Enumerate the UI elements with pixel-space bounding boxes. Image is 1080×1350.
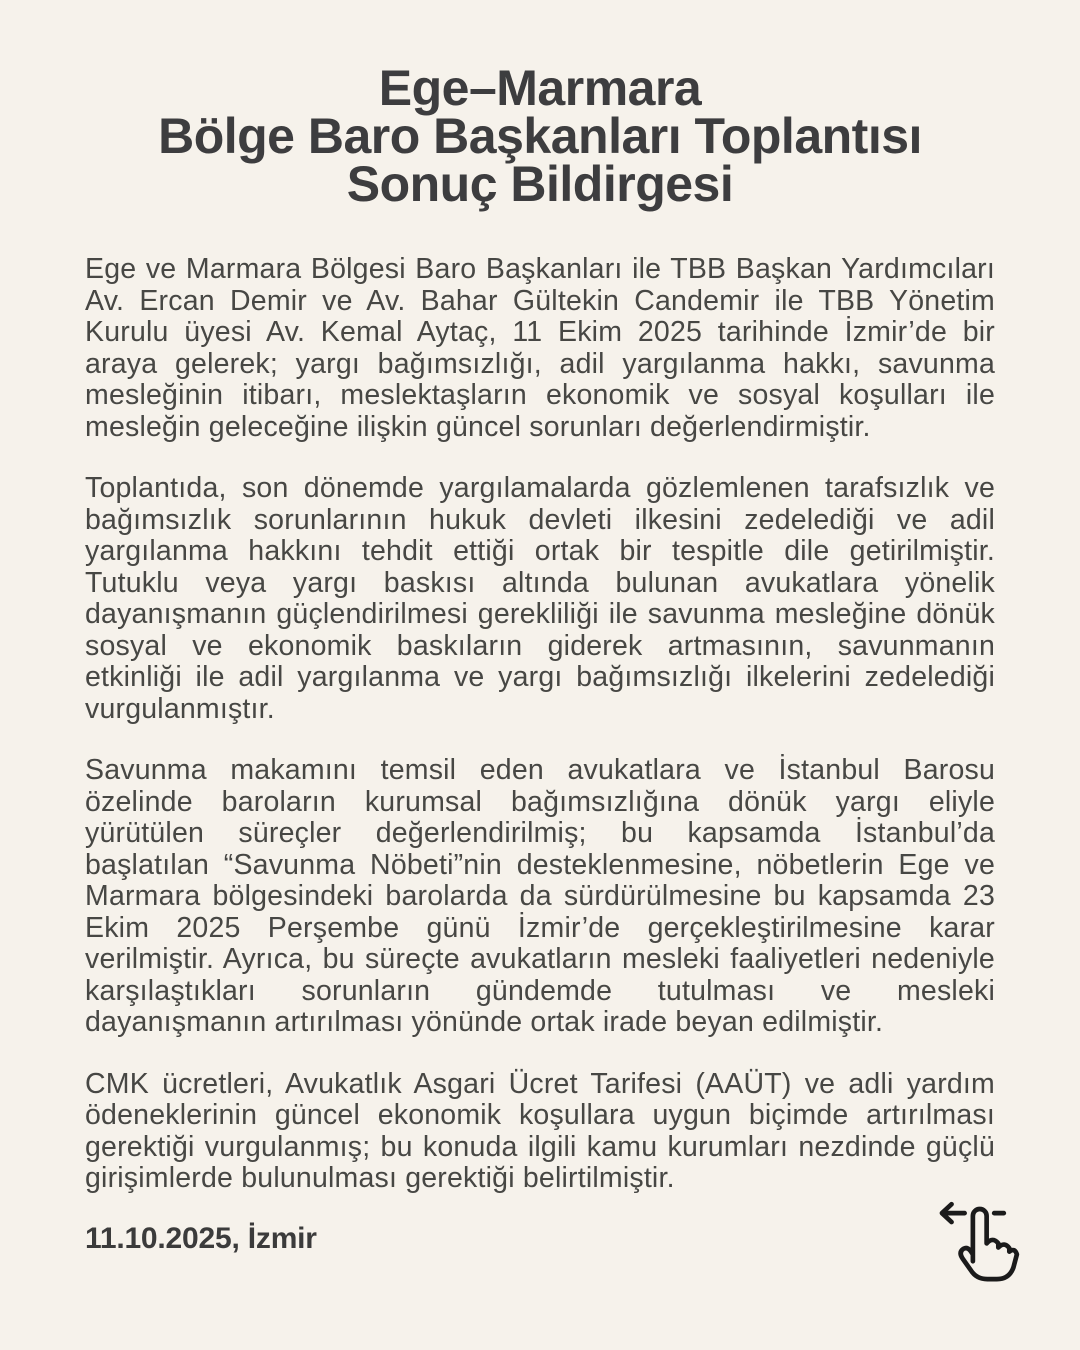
title-line-3: Sonuç Bildirgesi <box>346 156 734 212</box>
title-line-1: Ege–Marmara <box>378 60 702 116</box>
paragraph-2: Toplantıda, son dönemde yargılamalarda gözlemlenen tarafsızlık ve bağımsızlık sorunlarının hukuk devleti ilkesini zedelediği ve adil yargılanma hakkını tehdit ettiği ortak bir tespitle dile getirilmiştir. Tutuklu veya yargı baskısı altında bulunan avukatlara yönelik dayanışmanın güçlendirilmesi gerekliliği ile savunma mesleğine dönük sosyal ve ekonomik baskıların giderek artmasının, savunmanın etkinliği ile adil yargılanma ve yargı bağımsızlığı ilkelerini zedelediği vurgulanmıştır. <box>85 472 995 725</box>
paragraph-1: Ege ve Marmara Bölgesi Baro Başkanları ile TBB Başkan Yardımcıları Av. Ercan Demir ve Av. Bahar Gültekin Candemir ile TBB Yönetim Kurulu üyesi Av. Kemal Aytaç, 11 Ekim 2025 tarihinde İzmir’de bir araya gelerek; yargı bağımsızlığı, adil yargılanma hakkı, savunma mesleğinin itibarı, meslektaşların ekonomik ve sosyal koşulları ile mesleğin geleceğine ilişkin güncel sorunları değerlendirmiştir. <box>85 253 995 443</box>
paragraph-3: Savunma makamını temsil eden avukatlara ve İstanbul Barosu özelinde baroların kurumsal bağımsızlığına dönük yargı eliyle yürütülen süreçler değerlendirilmiş; bu kapsamda İstanbul’da başlatılan “Savunma Nöbeti”nin desteklenmesine, nöbetlerin Ege ve Marmara bölgesindeki barolarda da sürdürülmesine bu kapsamda 23 Ekim 2025 Perşembe günü İzmir’de gerçekleştirilmesine karar verilmiştir. Ayrıca, bu süreçte avukatların mesleki faaliyetleri nedeniyle karşılaştıkları sorunların gündemde tutulması ve mesleki dayanışmanın artırılması yönünde ortak irade beyan edilmiştir. <box>85 754 995 1038</box>
page-title <box>85 60 995 212</box>
date-location: 11.10.2025, İzmir <box>85 1222 317 1255</box>
title-line-2: Bölge Baro Başkanları Toplantısı <box>158 108 922 164</box>
declaration-body <box>85 254 995 1195</box>
paragraph-4: CMK ücretleri, Avukatlık Asgari Ücret Tarifesi (AAÜT) ve adli yardım ödeneklerinin güncel ekonomik koşullara uygun biçimde artırılması gerektiği vurgulanmış; bu konuda ilgili kamu kurumları nezdinde güçlü girişimlerde bulunulması gerektiği belirtilmiştir. <box>85 1067 995 1194</box>
swipe-left-hand-icon <box>932 1198 1022 1286</box>
